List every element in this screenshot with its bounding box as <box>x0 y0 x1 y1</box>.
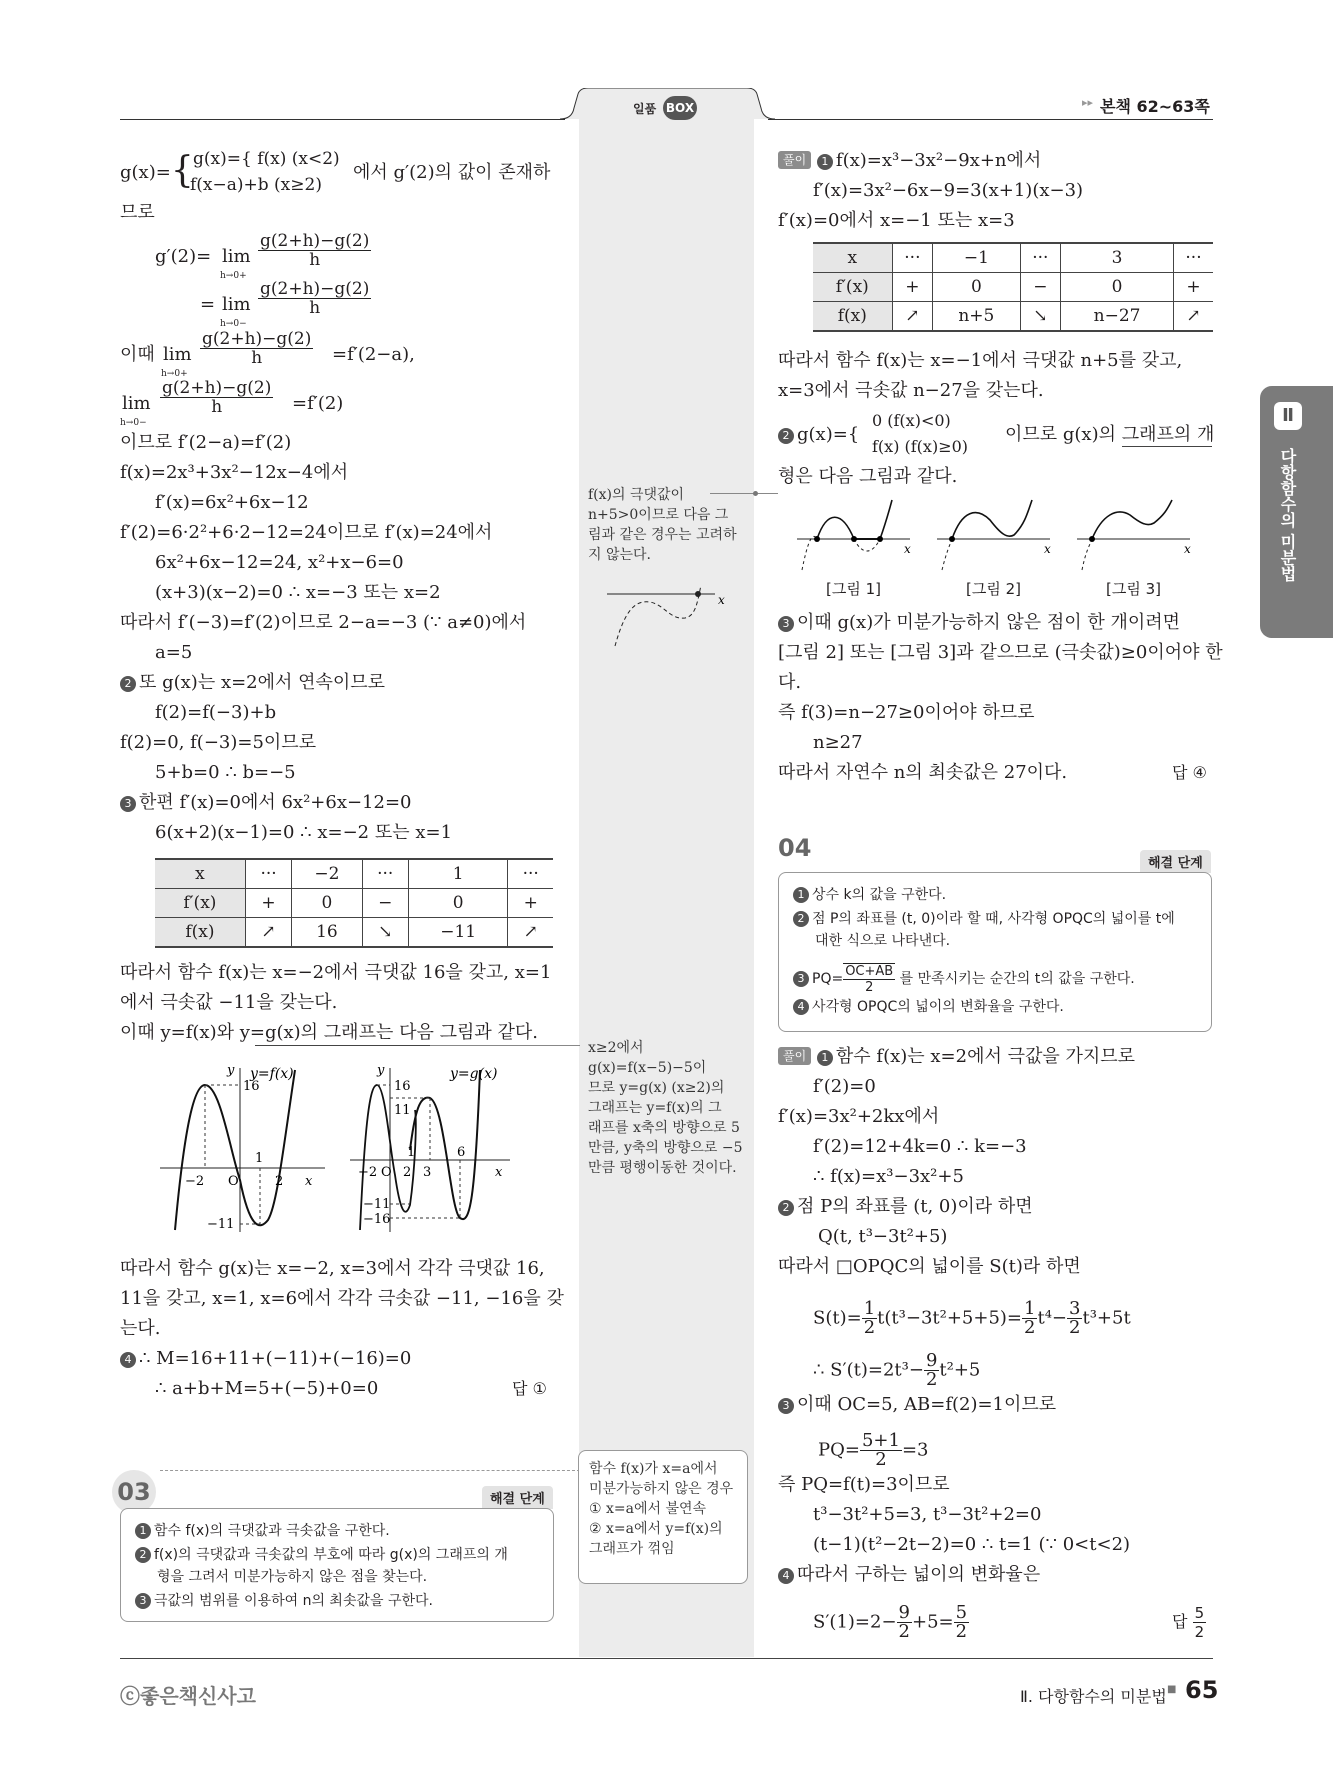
graph-title: y=g(x) <box>450 1066 498 1082</box>
table-row <box>155 918 553 948</box>
table-cell: −1 <box>933 243 1020 273</box>
text-line: 는다. <box>120 1318 161 1339</box>
text-line: 따라서 함수 g(x)는 x=−2, x=3에서 각각 극댓값 16, <box>120 1258 545 1279</box>
step-2-marker: 2 <box>120 676 136 692</box>
table-cell: 0 <box>1061 273 1174 302</box>
page-ref-arrow: ▸▸ <box>1082 96 1094 109</box>
step-text: PQ= <box>812 971 844 987</box>
problem-number-03: 03 <box>112 1470 156 1514</box>
table-row-header: f(x) <box>155 918 245 948</box>
text-line: ∴ a+b+M=5+(−5)+0=0 <box>155 1378 379 1399</box>
margin-note-2: x≥2에서 g(x)=f(x−5)−5이 므로 y=g(x) (x≥2)의 그래프는 y=f(x)의 그 래프를 x축의 방향으로 5 만큼, y축의 방향으로 −5 만큼 평행이동한 것이다. <box>588 1040 743 1176</box>
table-cell: − <box>1020 273 1061 302</box>
tick-16: 16 <box>394 1079 411 1094</box>
text-line: 이므로 f′(2−a)=f′(2) <box>120 432 292 453</box>
text-line: 따라서 f′(−3)=f′(2)이므로 2−a=−3 (∵ a≠0)에서 <box>120 612 527 633</box>
axis-x-label: x <box>718 593 725 607</box>
tick-minus-16: −16 <box>363 1212 391 1227</box>
note-leader-dot <box>753 491 758 496</box>
middle-note-column <box>579 92 754 1657</box>
text-line: a=5 <box>155 642 193 663</box>
text-line: 이때 OC=5, AB=f(2)=1이므로 <box>797 1394 1057 1415</box>
text-line: 한편 f′(x)=0에서 6x²+6x−12=0 <box>139 792 412 813</box>
limit-subscript: h→0+ <box>161 369 188 379</box>
table-cell: + <box>508 889 553 918</box>
table-cell: ··· <box>508 859 553 889</box>
chapter-numeral: Ⅱ <box>1274 402 1302 430</box>
footer-bullet: ■ <box>1167 1684 1177 1695</box>
margin-note-3: 함수 f(x)가 x=a에서 미분가능하지 않은 경우 ① x=a에서 불연속 ② x=a에서 y=f(x)의 그래프가 꺾임 <box>578 1450 748 1584</box>
chapter-title-vertical: 다항함수의 미분법 <box>1278 448 1297 582</box>
axis-x-label: x <box>495 1165 503 1180</box>
box-badge: BOX <box>663 96 697 120</box>
table-cell: ··· <box>1020 243 1061 273</box>
pq-formula: PQ= $\frac{5+1}{2}$ =3 <box>818 1430 929 1470</box>
step-text: 를 만족시키는 순간의 t의 값을 구한다. <box>899 971 1135 987</box>
table-row-header: x <box>813 243 892 273</box>
table-cell: ↘ <box>1020 302 1061 332</box>
table-cell: −2 <box>292 859 362 889</box>
text-line: 6(x+2)(x−1)=0 ∴ x=−2 또는 x=1 <box>155 822 453 843</box>
sign-table-f <box>813 242 1213 332</box>
text-line: f′(x)=0에서 x=−1 또는 x=3 <box>778 210 1015 231</box>
text-line: 즉 PQ=f(t)=3이므로 <box>778 1474 950 1495</box>
tick-1: 1 <box>407 1145 416 1160</box>
text-line: 점 P의 좌표를 (t, 0)이라 하면 <box>797 1196 1033 1217</box>
graph-title: y=f(x) <box>250 1066 294 1082</box>
text-line: = <box>200 294 216 315</box>
text-line: f(2)=0, f(−3)=5이므로 <box>120 732 317 753</box>
text-line: 이때 g(x)가 미분가능하지 않은 점이 한 개이려면 <box>797 612 1181 633</box>
piecewise-case-2: f(x) (f(x)≥0) <box>872 437 969 456</box>
origin-label: O <box>228 1174 239 1189</box>
solution-tag: 풀이 <box>778 151 811 169</box>
text-line: =f′(2) <box>292 393 344 414</box>
text-line: 5+b=0 ∴ b=−5 <box>155 762 296 783</box>
text-line: f(x)=x³−3x²−9x+n에서 <box>835 150 1042 171</box>
table-cell: 0 <box>933 273 1020 302</box>
table-row-header: f(x) <box>813 302 892 332</box>
table-cell: 0 <box>408 889 507 918</box>
text-line: 이므로 g(x)의 그래프의 개 <box>1005 424 1215 445</box>
text-line: f′(2)=0 <box>813 1076 876 1097</box>
text-line: 므로 <box>120 202 155 223</box>
table-row <box>813 243 1213 273</box>
limit-symbol: lim <box>222 246 251 267</box>
underline <box>1122 446 1212 447</box>
table-row-header: f′(x) <box>155 889 245 918</box>
text-line: g′(2)= <box>155 246 212 267</box>
text-line: 따라서 □OPQC의 넓이를 S(t)라 하면 <box>778 1256 1081 1277</box>
table-cell: ↘ <box>362 918 408 948</box>
solution-steps-tab: 해결 단계 <box>482 1486 553 1509</box>
text-line: f′(x)=6x²+6x−12 <box>155 492 309 513</box>
tick-2: 2 <box>275 1174 284 1189</box>
note-leader-line <box>710 493 778 494</box>
text-line: 11을 갖고, x=1, x=6에서 각각 극솟값 −11, −16을 갖 <box>120 1288 564 1309</box>
step-text: f(x)의 극댓값과 극솟값의 부호에 따라 g(x)의 그래프의 개 <box>154 1547 508 1563</box>
axis-y-label: y <box>227 1063 235 1078</box>
tick-11: 11 <box>394 1103 411 1118</box>
piecewise-case-1: g(x)={ f(x) (x<2) <box>193 149 340 169</box>
limit-symbol: lim <box>163 344 192 365</box>
answer-mark: 답 ④ <box>1172 763 1207 782</box>
text-line: f′(2)=6·2²+6·2−12=24이므로 f′(x)=24에서 <box>120 522 493 543</box>
tick-minus-11: −11 <box>207 1217 235 1232</box>
area-formula: S(t)= $\frac{1}{2}$ t(t³−3t²+5+5)= $\frac{1}{2}$ t⁴− $\frac{3}{2}$ t³+5t <box>813 1298 1131 1338</box>
tick-minus-2: −2 <box>358 1165 378 1180</box>
table-row <box>155 859 553 889</box>
sign-table-f <box>155 858 553 948</box>
answer-mark: 답 $\frac{5}{2}$ <box>1172 1604 1205 1641</box>
axis-x-label: x <box>1184 542 1191 556</box>
answer-mark: 답 ① <box>512 1379 547 1398</box>
footer-rule <box>120 1658 1213 1659</box>
text-line: [그림 2] 또는 [그림 3]과 같으므로 (극솟값)≥0이어야 한 <box>778 642 1223 663</box>
limit-symbol: lim <box>222 294 251 315</box>
text-line: t³−3t²+5=3, t³−3t²+2=0 <box>813 1504 1042 1525</box>
tick-16: 16 <box>243 1079 260 1094</box>
step-4-marker: 4 <box>120 1352 136 1368</box>
step-text: 대한 식으로 나타낸다. <box>815 933 951 949</box>
limit-symbol: lim <box>122 393 151 414</box>
table-cell: ↗ <box>892 302 933 332</box>
fraction: $\frac{g(2+h)-g(2)}{h}$ <box>202 329 312 368</box>
table-cell: ··· <box>362 859 408 889</box>
axis-x-label: x <box>1044 542 1051 556</box>
step-text: 함수 f(x)의 극댓값과 극솟값을 구한다. <box>154 1523 390 1539</box>
text-line: g(x)={ <box>797 424 860 445</box>
table-cell: ··· <box>1174 243 1213 273</box>
text-line: n≥27 <box>813 732 863 753</box>
chapter-side-tab <box>1260 386 1333 638</box>
text-line: x=3에서 극솟값 n−27을 갖는다. <box>778 380 1044 401</box>
table-cell: + <box>245 889 291 918</box>
text-line: 에서 g′(2)의 값이 존재하 <box>353 162 551 183</box>
text-line: f′(x)=3x²−6x−9=3(x+1)(x−3) <box>813 180 1084 201</box>
step-text: 상수 k의 값을 구한다. <box>812 887 947 903</box>
table-cell: − <box>362 889 408 918</box>
text-line: 이때 <box>120 344 155 365</box>
origin-label: O <box>381 1165 392 1180</box>
limit-subscript: h→0+ <box>220 271 247 281</box>
text-line: 따라서 자연수 n의 최솟값은 27이다. <box>778 762 1068 783</box>
text-line: ∴ M=16+11+(−11)+(−16)=0 <box>139 1348 412 1369</box>
text-line: ∴ f(x)=x³−3x²+5 <box>813 1166 964 1187</box>
graph-y-equals-f <box>155 1060 330 1240</box>
step-text: 극값의 범위를 이용하여 n의 최솟값을 구한다. <box>154 1593 434 1609</box>
piecewise-case-1: 0 (f(x)<0) <box>872 411 951 430</box>
header-rule-left <box>120 119 565 120</box>
tick-3: 3 <box>423 1165 432 1180</box>
text-line: f′(x)=3x²+2kx에서 <box>778 1106 940 1127</box>
table-cell: ↗ <box>245 918 291 948</box>
derivative-formula: ∴ S′(t)=2t³− $\frac{9}{2}$ t²+5 <box>813 1350 981 1390</box>
figure-caption: [그림 1] <box>826 580 881 598</box>
table-row <box>155 889 553 918</box>
step-3-marker: 3 <box>120 796 136 812</box>
problem-number-04: 04 <box>778 834 812 862</box>
table-row-header: f′(x) <box>813 273 892 302</box>
table-cell: 16 <box>292 918 362 948</box>
text-line: 따라서 함수 f(x)는 x=−2에서 극댓값 16을 갖고, x=1 <box>120 962 552 983</box>
fraction: $\frac{g(2+h)-g(2)}{h}$ <box>260 279 370 318</box>
text-line: 함수 f(x)는 x=2에서 극값을 가지므로 <box>835 1046 1136 1067</box>
page-number: 65 <box>1185 1676 1219 1704</box>
tick-1: 1 <box>255 1151 264 1166</box>
text-line: f(x)=2x³+3x²−12x−4에서 <box>120 462 349 483</box>
text-line: 따라서 함수 f(x)는 x=−1에서 극댓값 n+5를 갖고, <box>778 350 1183 371</box>
figure-3 <box>1072 495 1197 575</box>
margin-sketch-graph <box>605 580 735 650</box>
solution-steps-tab: 해결 단계 <box>1140 850 1211 873</box>
table-cell: 3 <box>1061 243 1174 273</box>
table-cell: 0 <box>292 889 362 918</box>
table-cell: ↗ <box>508 918 553 948</box>
text-line: 다. <box>778 672 802 693</box>
dashed-rule <box>160 1470 580 1471</box>
table-row <box>813 302 1213 332</box>
step-text: 사각형 OPQC의 넓이의 변화율을 구한다. <box>812 999 1064 1015</box>
text-line: 이때 y=f(x)와 y=g(x)의 그래프는 다음 그림과 같다. <box>120 1022 538 1043</box>
table-cell: + <box>892 273 933 302</box>
text-line: (t−1)(t²−2t−2)=0 ∴ t=1 (∵ 0<t<2) <box>813 1534 1131 1555</box>
table-cell: + <box>1174 273 1213 302</box>
text-line: (x+3)(x−2)=0 ∴ x=−3 또는 x=2 <box>155 582 441 603</box>
figure-1 <box>792 495 917 575</box>
table-cell: −11 <box>408 918 507 948</box>
text-line: 에서 극솟값 −11을 갖는다. <box>120 992 338 1013</box>
text-line: f′(2)=12+4k=0 ∴ k=−3 <box>813 1136 1027 1157</box>
solution-tag: 풀이 <box>778 1047 811 1065</box>
solution-steps-box-03: 1 함수 f(x)의 극댓값과 극솟값을 구한다. 2 f(x)의 극댓값과 극솟값의 부호에 따라 g(x)의 그래프의 개 형을 그려서 미분가능하지 않은 점을 찾는다. 3 극값의 범위를 이용하여 n의 최솟값을 구한다. <box>120 1508 554 1622</box>
graph-y-equals-g <box>345 1060 515 1240</box>
table-row <box>813 273 1213 302</box>
figure-caption: [그림 3] <box>1106 580 1161 598</box>
tick-minus-11: −11 <box>363 1197 391 1212</box>
figure-2 <box>932 495 1057 575</box>
table-cell: ↗ <box>1174 302 1213 332</box>
table-cell: n−27 <box>1061 302 1174 332</box>
axis-x-label: x <box>904 542 911 556</box>
page-reference: 본책 62~63쪽 <box>1100 97 1210 116</box>
step-text: 형을 그려서 미분가능하지 않은 점을 찾는다. <box>157 1569 428 1585</box>
piecewise-case-2: f(x−a)+b (x≥2) <box>190 175 322 195</box>
limit-subscript: h→0− <box>220 319 247 329</box>
axis-x-label: x <box>305 1174 313 1189</box>
text-line: f(2)=f(−3)+b <box>155 702 277 723</box>
limit-subscript: h→0− <box>120 418 147 428</box>
tick-6: 6 <box>457 1145 466 1160</box>
text-line: =f′(2−a), <box>332 344 415 365</box>
note-leader-line <box>430 1045 580 1046</box>
tick-minus-2: −2 <box>185 1174 205 1189</box>
tick-2: 2 <box>403 1165 412 1180</box>
text-line: 또 g(x)는 x=2에서 연속이므로 <box>139 672 386 693</box>
axis-y-label: y <box>377 1063 385 1078</box>
text-line: 따라서 구하는 넓이의 변화율은 <box>797 1564 1041 1585</box>
table-cell: ··· <box>892 243 933 273</box>
fraction: $\frac{g(2+h)-g(2)}{h}$ <box>260 231 370 270</box>
table-cell: ··· <box>245 859 291 889</box>
solution-steps-box-04: 1 상수 k의 값을 구한다. 2 점 P의 좌표를 (t, 0)이라 할 때, 사각형 OPQC의 넓이를 t에 대한 식으로 나타낸다. 3 PQ= $\frac{OC+AB}{2}$ 를 만족시키는 순간의 t의 값을 구한다. 4 사각형 OPQC의 넓이의 변화율을 구한다. <box>778 872 1212 1032</box>
header-rule-right <box>768 119 1213 120</box>
text-line: 즉 f(3)=n−27≥0이어야 하므로 <box>778 702 1035 723</box>
rate-result: S′(1)=2− $\frac{9}{2}$ +5= $\frac{5}{2}$ <box>813 1602 968 1642</box>
table-row-header: x <box>155 859 245 889</box>
fraction: $\frac{g(2+h)-g(2)}{h}$ <box>162 378 272 417</box>
publisher-brand: ⓒ좋은책신사고 <box>120 1684 256 1708</box>
margin-note-1: f(x)의 극댓값이 n+5>0이므로 다음 그 림과 같은 경우는 고려하 지 않는다. <box>588 487 737 563</box>
figure-caption: [그림 2] <box>966 580 1021 598</box>
table-cell: 1 <box>408 859 507 889</box>
text-line: 6x²+6x−12=24, x²+x−6=0 <box>155 552 404 573</box>
text-line: 형은 다음 그림과 같다. <box>778 466 958 487</box>
text-line: Q(t, t³−3t²+5) <box>818 1226 948 1247</box>
table-cell: n+5 <box>933 302 1020 332</box>
step-text: 점 P의 좌표를 (t, 0)이라 할 때, 사각형 OPQC의 넓이를 t에 <box>812 911 1175 927</box>
box-label-prefix: 일품 <box>633 102 657 116</box>
footer-chapter: Ⅱ. 다항함수의 미분법 <box>1020 1687 1167 1706</box>
